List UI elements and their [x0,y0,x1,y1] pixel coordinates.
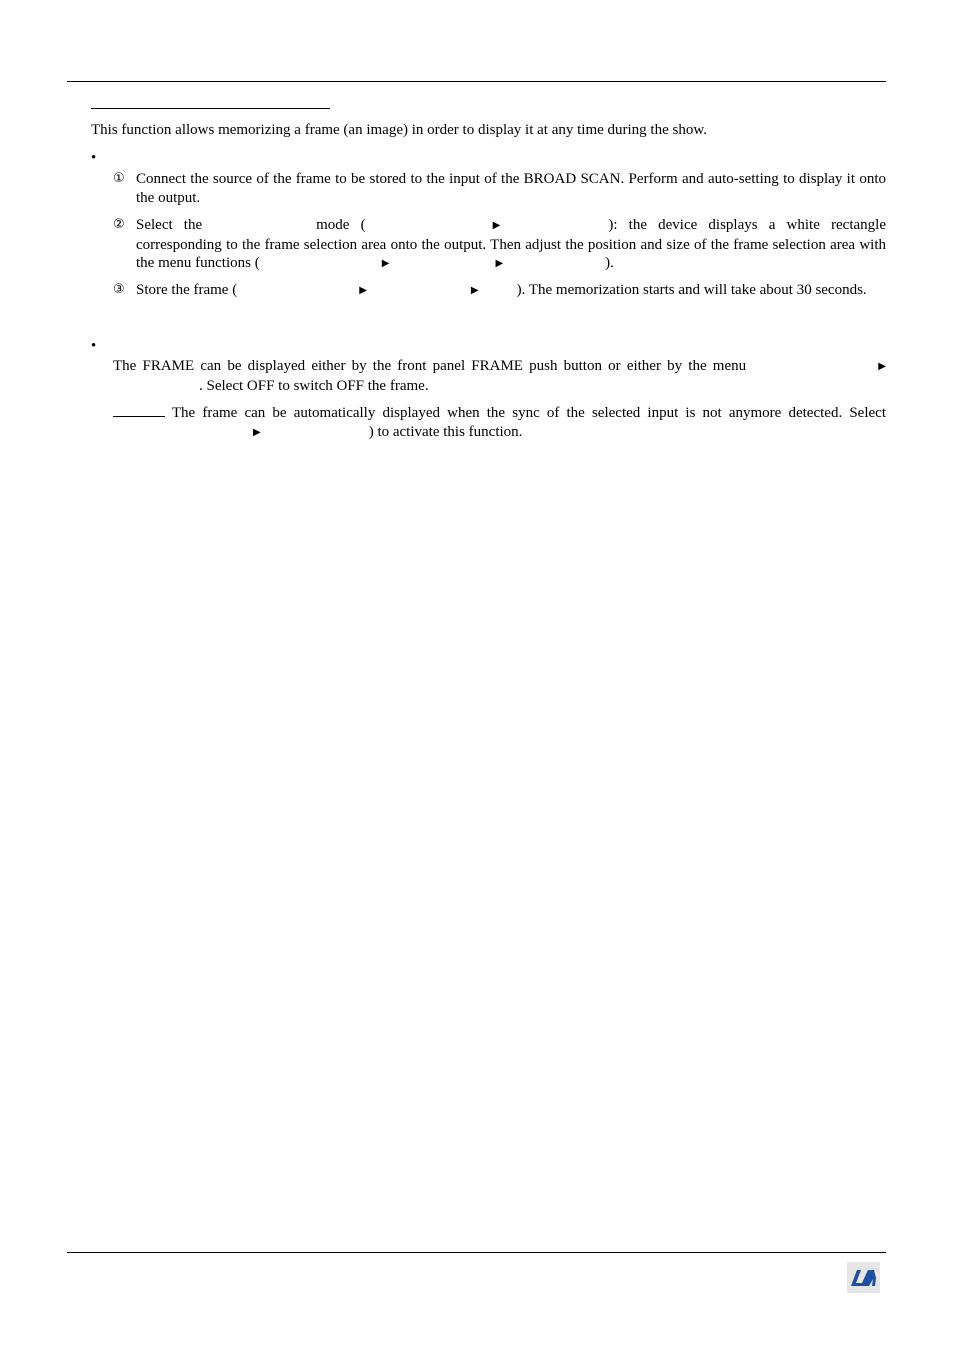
step-2-text [136,216,886,274]
menu-arrow-icon: ▶ [878,361,886,372]
display-paragraph [113,357,886,395]
display-part-b: . Select OFF to switch OFF the frame. [199,377,429,394]
intro-paragraph: This function allows memorizing a frame (an image) in order to display it at any time during the show. [91,122,707,138]
display-part-a: The FRAME can be displayed either by the front panel FRAME push button or either by the menu [113,358,747,374]
menu-arrow-icon: ▶ [381,258,390,269]
note-paragraph [113,404,886,442]
step-3-part-a: Store the frame ( [136,282,238,298]
menu-arrow-icon: ▶ [492,220,501,231]
step-3-part-b: ). The memorization starts and will take about 30 seconds. [516,282,867,298]
step-3-text [136,281,886,301]
step-1-text: Connect the source of the frame to be stored to the input of the BROAD SCAN. Perform and auto-setting to display it onto the output. [136,171,886,206]
note-part-b: ) to activate this function. [368,423,523,440]
section-heading-underline [91,108,330,109]
step-3-number: ③ [113,282,125,297]
bullet-display: • [91,338,97,354]
step-1-number: ① [113,171,125,186]
note-part-a: The frame can be automatically displayed when the sync of the selected input is not anymore detected. Select [171,405,886,421]
footer-rule [67,1252,886,1253]
step-2-number: ② [113,217,125,232]
menu-arrow-icon: ▶ [359,285,367,296]
step-2-part-d: ). [605,255,614,271]
header-rule [67,81,886,82]
step-2-part-a: Select the [136,217,203,233]
step-2-part-c: ): the device displays a white rectangle corresponding to the frame selection area onto the output. Then adjust the position and size of the frame selection area with the menu functions ( [136,217,886,271]
menu-arrow-icon: ▶ [495,258,504,269]
brand-logo-icon [847,1262,880,1293]
logo-graphic [847,1262,880,1293]
step-2-part-b: mode ( [316,217,366,233]
bullet-memorize: • [91,150,97,166]
menu-arrow-icon: ▶ [470,285,479,296]
note-label-underline [113,405,165,417]
menu-arrow-icon: ▶ [253,426,261,438]
